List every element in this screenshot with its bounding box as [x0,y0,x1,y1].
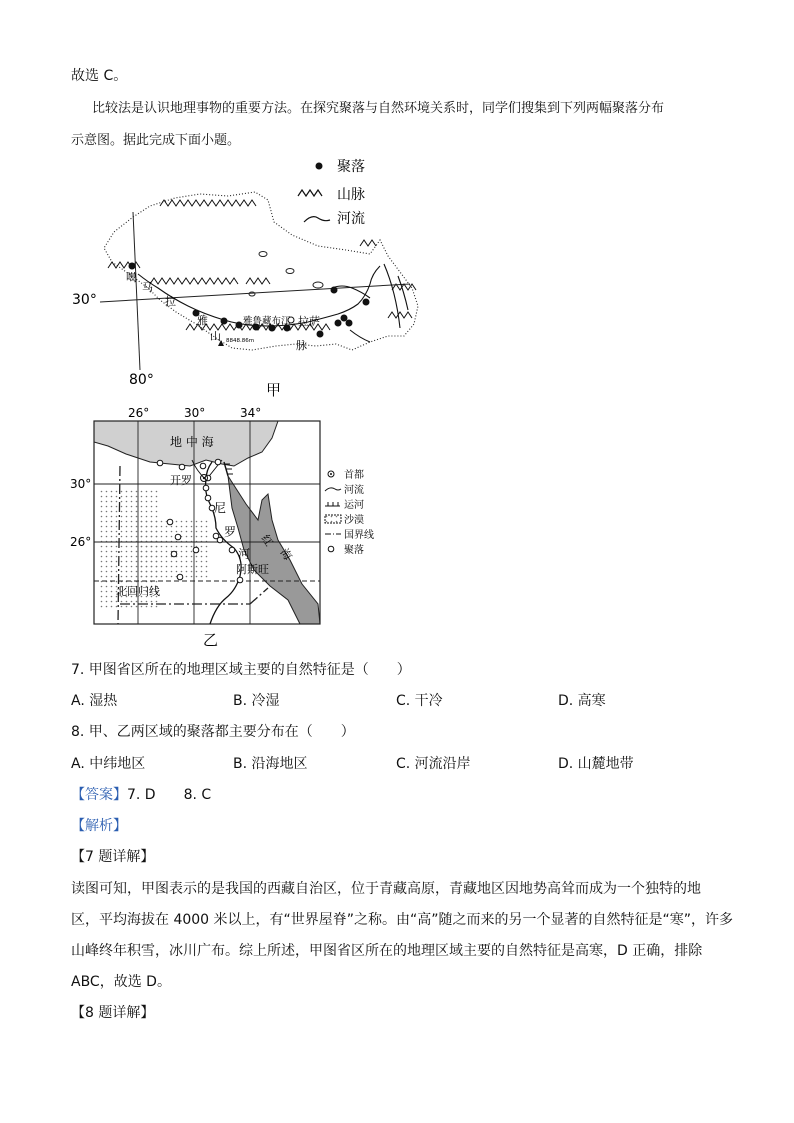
label-ya: 雅 [197,314,208,327]
q7-option-b: B. 冷湿 [233,693,280,709]
legend-mountain-symbol [298,190,322,196]
label-red: 红 [258,532,276,549]
label-mediterranean: 地 中 海 [170,435,214,449]
q8-option-b: B. 沿海地区 [233,756,308,772]
longitude-80-line [133,212,140,370]
label-yarlung-zangbo: 雅鲁藏布江 [243,316,291,327]
q8-option-c: C. 河流沿岸 [396,756,471,772]
q8-option-d: D. 山麓地带 [558,756,634,772]
svg-text:首都: 首都 [344,470,364,481]
intro-paragraph-line-2: 示意图。据此完成下面小题。 [71,133,241,148]
lat-30-label: 30° [72,292,97,308]
q7-option-a: A. 湿热 [71,693,118,709]
answer-text: 7. D 8. C [127,787,212,803]
mountain-ranges [108,200,416,330]
label-luo: 罗 [224,525,237,539]
label-peak-height: 8848.86m [226,338,255,344]
label-lhasa: 拉萨 [298,315,320,328]
map-jia [0,0,794,400]
map-yi-caption: 乙 [203,631,219,649]
question-7-stem: 7. 甲图省区所在的地理区域主要的自然特征是（ ） [71,662,411,678]
answer-line [71,785,211,805]
label-cairo: 开罗 [170,474,192,487]
question-8-stem: 8. 甲、乙两区域的聚落都主要分布在（ ） [71,724,355,740]
legend-settlement-label: 聚落 [337,159,365,175]
q7-detail-heading: 【7 题详解】 [71,849,155,865]
map-yi [0,400,794,660]
label-shan: 山 [210,330,221,343]
cairo-capital-dot [203,477,205,479]
lon-80-label: 80° [129,372,154,388]
label-sea: 海 [277,546,295,563]
map-jia-caption: 甲 [266,381,282,399]
legend-river-symbol [304,217,330,222]
legend-settlement-dot [316,163,323,170]
label-aswan: 阿斯旺 [236,563,269,576]
svg-text:国界线: 国界线 [344,530,374,541]
q7-detail-line-2: 区，平均海拔在 4000 米以上，有“世界屋脊”之称。由“高”随之而来的另一个显著的自然特征是“寒”，许多 [71,912,734,928]
q7-option-c: C. 干冷 [396,693,443,709]
map-yi-legend [325,468,374,556]
legend-mountain-label: 山脉 [337,187,365,203]
q7-detail-line-3: 山峰终年积雪，冰川广布。综上所述，甲图省区所在的地理区域主要的自然特征是高寒，D 正确，排除 [71,943,703,959]
nile-river [206,462,242,624]
analysis-tag: 【解析】 [71,818,127,834]
lat-26-label-yi: 26° [70,535,92,549]
q7-option-d: D. 高寒 [558,693,606,709]
label-he: 河 [238,547,251,561]
lon-30-label: 30° [184,406,206,420]
q8-detail-heading: 【8 题详解】 [71,1005,155,1021]
intro-paragraph-line-1: 比较法是认识地理事物的重要方法。在探究聚落与自然环境关系时，同学们搜集到下列两幅聚落分布 [92,101,665,116]
label-mai: 脉 [296,339,307,352]
legend-river-label: 河流 [337,211,365,227]
label-ma: 马 [142,281,153,294]
lat-30-label-yi: 30° [70,477,92,491]
svg-text:沙漠: 沙漠 [344,515,364,526]
lon-26-label: 26° [128,406,150,420]
svg-text:河流: 河流 [344,485,364,496]
label-ni: 尼 [214,501,227,515]
label-la: 拉 [165,295,176,308]
previous-answer: 故选 C。 [71,68,128,84]
q7-detail-line-1: 读图可知，甲图表示的是我国的西藏自治区，位于青藏高原，青藏地区因地势高耸而成为一个独特的地 [71,881,701,897]
svg-text:运河: 运河 [344,500,364,511]
q7-detail-line-4: ABC，故选 D。 [71,974,171,990]
label-tropic: 北回归线 [116,585,160,598]
svg-text:聚落: 聚落 [344,545,364,556]
q8-option-a: A. 中纬地区 [71,756,146,772]
lon-34-label: 34° [240,406,262,420]
label-ga: 噶 [126,271,137,284]
answer-tag: 【答案】 [71,787,127,803]
